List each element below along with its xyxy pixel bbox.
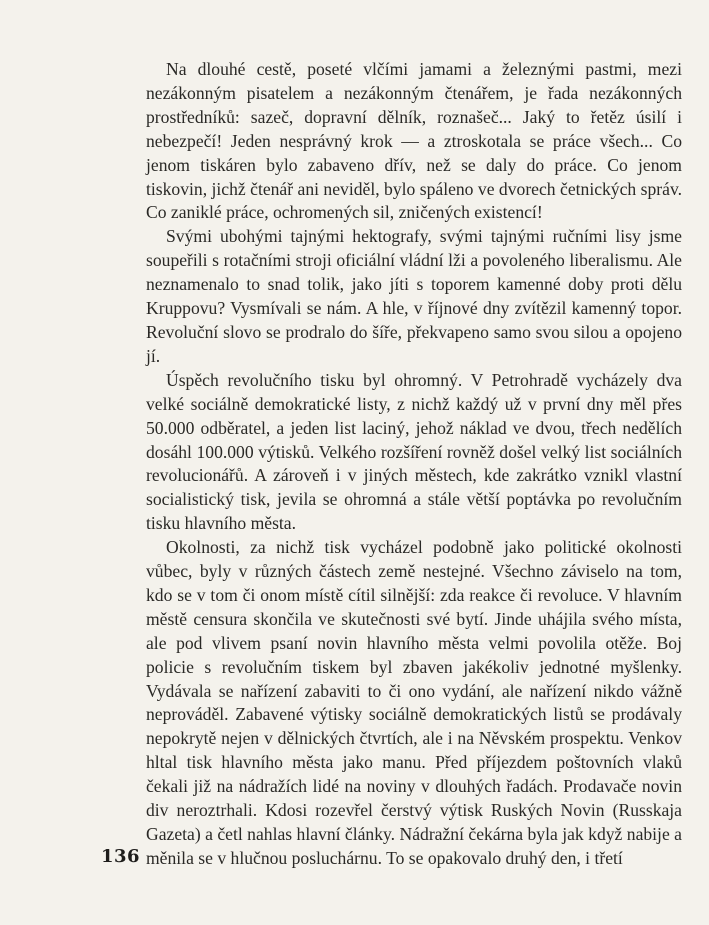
paragraph-2: Svými ubohými tajnými hektografy, svými tajnými ručními lisy jsme soupeřili s rotačními stroji oficiální vládní lži a povoleného liberalismu. Ale neznamenalo to snad tolik, jako jíti s toporem kamenné doby proti dělu Kruppovu? Vysmívali se nám. A hle, v říjnové dny zvítězil kamenný topor. Revoluční slovo se prodralo do šíře, překvapeno samo svou silou a opojeno jí.	[146, 226, 682, 366]
paragraph-4: Okolnosti, za nichž tisk vycházel podobně jako politické okolnosti vůbec, byly v různých částech země nestejné. Všechno záviselo na tom, kdo se v tom či onom místě cítil silnější: zda reakce či revoluce. V hlavním městě censura skončila ve skutečnosti své bytí. Jinde uhájila svého místa, ale pod vlivem psaní novin hlavního města velmi povolila otěže. Boj policie s revolučním tiskem byl zbaven jakékoliv jednotné myšlenky. Vydávala se nařízení zabaviti to či ono vydání, ale nařízení nikdo vážně neprováděl. Zabavené výtisky sociálně demokratických listů se prodávaly nepokrytě nejen v dělnických čtvrtích, ale i na Něvském prospektu. Venkov hltal tisk hlavního města jako manu. Před příjezdem poštovních vlaků čekali již na nádražích lidé na noviny v dlouhých řadách. Prodavače novin div neroztrhali. Kdosi rozevřel čerstvý výtisk Ruských Novin (Russkaja Gazeta) a četl nahlas hlavní články. Nádražní čekárna byla jak když nabije a měnila se v hlučnou posluchárnu. To se opakovalo druhý den, i třetí	[146, 537, 682, 868]
paragraph-1: Na dlouhé cestě, poseté vlčími jamami a železnými pastmi, mezi nezákonným pisatelem a nezákonným čtenářem, je řada nezákonných prostředníků: sazeč, dopravní dělník, roznašeč... Jaký to řetěz úsilí i nebezpečí! Jeden nesprávný krok — a ztroskotala se práce všech... Co jenom tiskáren bylo zabaveno dřív, než se daly do práce. Co jenom tiskovin, jichž čtenář ani neviděl, bylo spáleno ve dvorech četnických správ. Co zaniklé práce, ochromených sil, zničených existencí!	[146, 59, 682, 223]
body-text	[146, 58, 682, 871]
paragraph-3: Úspěch revolučního tisku byl ohromný. V Petrohradě vycházely dva velké sociálně demokratické listy, z nichž každý už v první dny měl přes 50.000 odběratel, a jeden list laciný, jehož náklad ve dvou, třech nedělích dosáhl 100.000 výtisků. Velkého rozšíření rovněž došel velký list sociálních revolucionářů. A zároveň i v jiných městech, kde zakrátko vznikl vlastní socialistický tisk, jevila se ohromná a stále větší poptávka po revolučním tisku hlavního města.	[146, 369, 682, 534]
page-number: 136	[101, 846, 141, 867]
